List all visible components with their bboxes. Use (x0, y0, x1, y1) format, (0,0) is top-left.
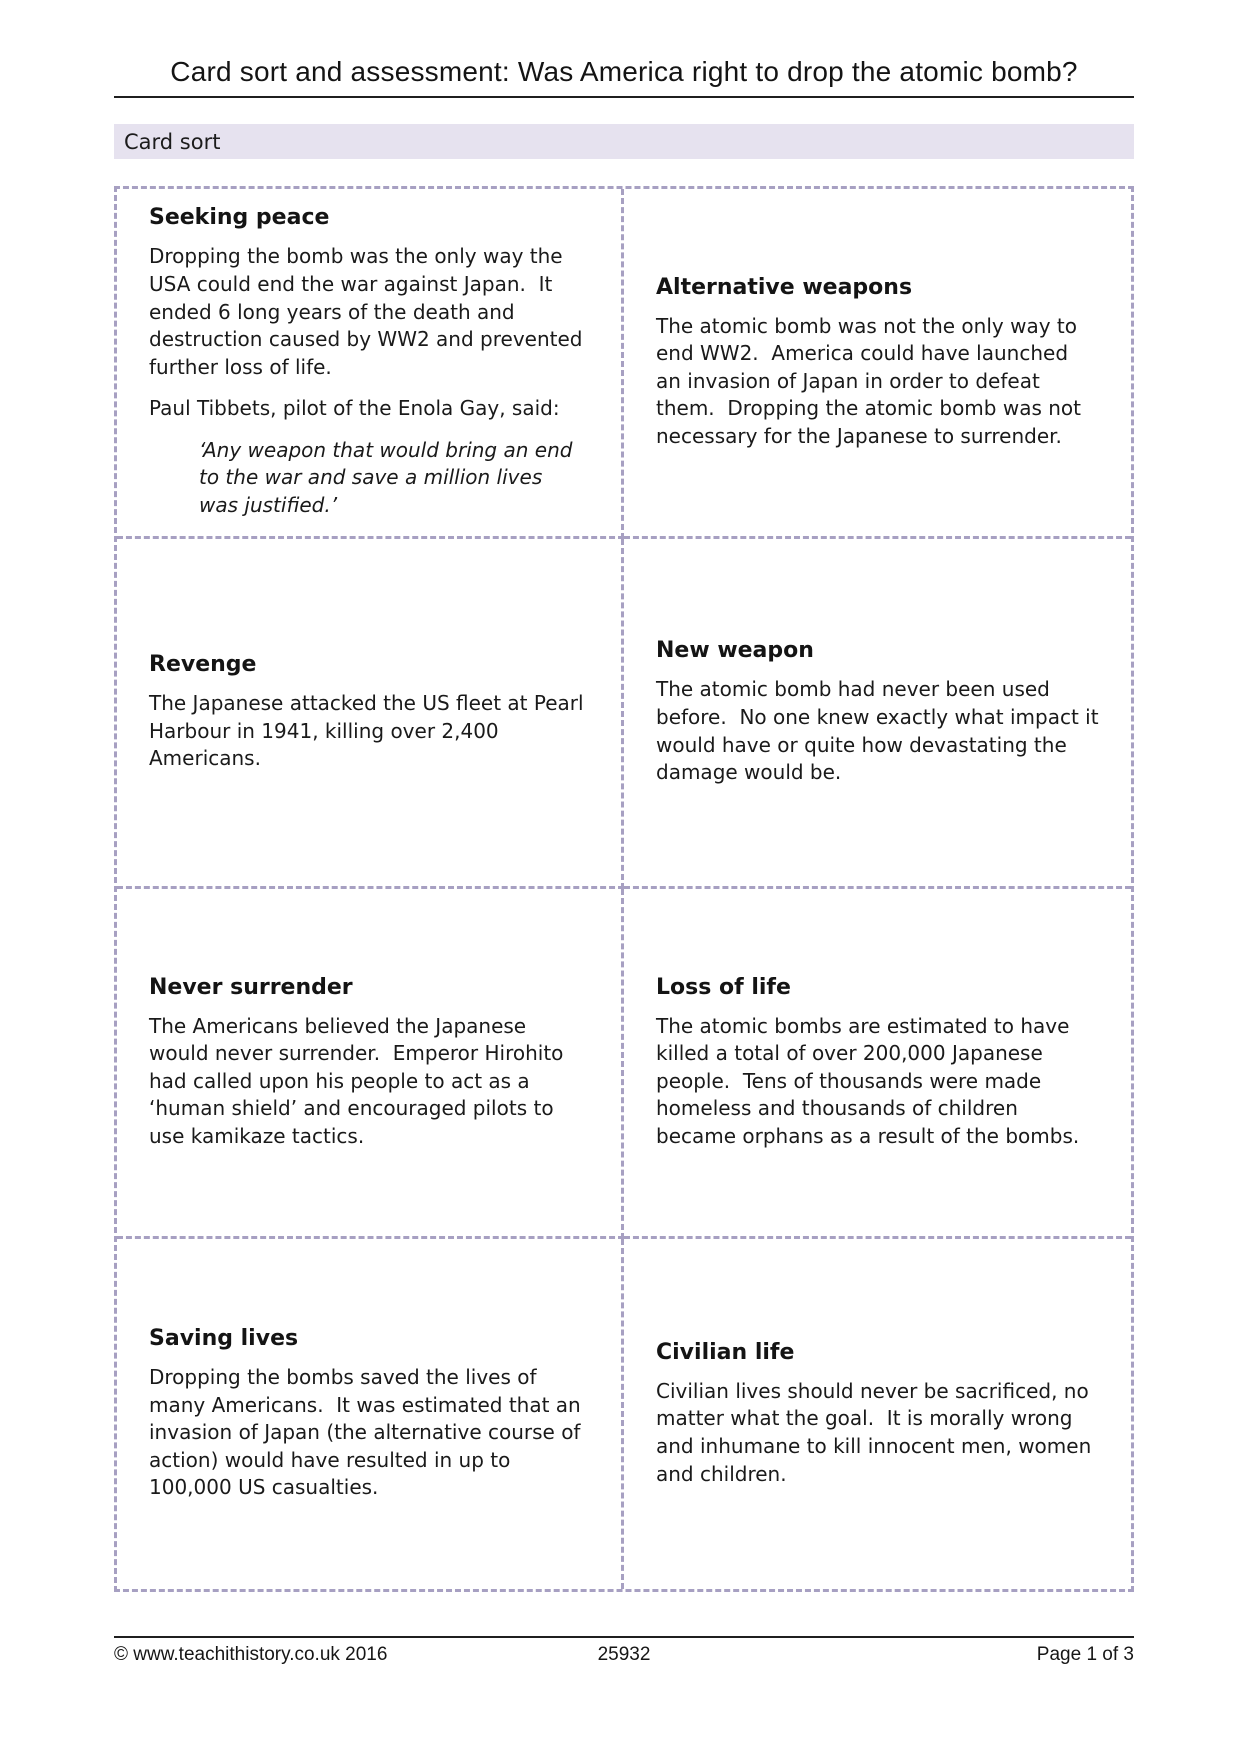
card-title: Seeking peace (149, 205, 330, 231)
card-title: New weapon (656, 638, 814, 664)
card-title: Alternative weapons (656, 274, 913, 300)
card-paragraph: Dropping the bomb was the only way the USA could end the war against Japan. It ended 6 long years of the death and destruction caused by WW2 and prevented further loss of life. (149, 244, 589, 379)
card-title: Never surrender (149, 974, 353, 1000)
card-revenge (117, 539, 624, 889)
section-header-card-sort (114, 124, 1134, 159)
page-content (114, 0, 1134, 1666)
document-header (114, 0, 1134, 98)
card-loss-of-life (624, 889, 1131, 1239)
card-title: Civilian life (656, 1339, 795, 1365)
footer-document-id: 25932 (597, 1644, 651, 1665)
card-saving-lives (117, 1239, 624, 1589)
card-alternative-weapons (624, 189, 1131, 539)
footer-page-number: Page 1 of 3 (1036, 1644, 1134, 1665)
card-never-surrender (117, 889, 624, 1239)
card-civilian-life (624, 1239, 1131, 1589)
card-quote: ‘Any weapon that would bring an end to the war and save a million lives was justified.’ (199, 437, 579, 518)
card-seeking-peace (117, 189, 624, 539)
card-paragraph: The atomic bomb had never been used before. No one knew exactly what impact it would have or quite how devastating the damage would be. (656, 677, 1105, 785)
card-paragraph: The atomic bombs are estimated to have killed a total of over 200,000 Japanese people. Tens of thousands were made homeless and thousands of children became orphans as a result of the bombs. (656, 1013, 1080, 1148)
card-title: Saving lives (149, 1326, 299, 1352)
card-title: Loss of life (656, 974, 791, 1000)
card-paragraph: The Americans believed the Japanese would never surrender. Emperor Hirohito had called upon his people to act as a ‘human shield’ and encouraged pilots to use kamikaze tactics. (149, 1013, 570, 1148)
card-sort-grid (114, 186, 1134, 1592)
card-paragraph: The atomic bomb was not the only way to end WW2. America could have launched an invasion of Japan in order to defeat them. Dropping the atomic bomb was not necessary for the Japanese to surrender. (656, 313, 1088, 448)
footer-copyright: © www.teachithistory.co.uk 2016 (114, 1644, 388, 1665)
card-paragraph: Civilian lives should never be sacrificed, no matter what the goal. It is morally wrong and inhumane to kill innocent men, women and children. (656, 1378, 1098, 1486)
page-title: Card sort and assessment: Was America right to drop the atomic bomb? (170, 56, 1078, 87)
card-paragraph: Paul Tibbets, pilot of the Enola Gay, said: (149, 396, 560, 421)
card-title: Revenge (149, 652, 257, 678)
card-new-weapon (624, 539, 1131, 889)
card-paragraph: Dropping the bombs saved the lives of many Americans. It was estimated that an invasion of Japan (the alternative course of action) would have resulted in up to 100,000 US casualties. (149, 1365, 588, 1500)
section-label: Card sort (124, 129, 221, 154)
page-footer (114, 1636, 1134, 1666)
card-paragraph: The Japanese attacked the US fleet at Pearl Harbour in 1941, killing over 2,400 Americans. (149, 691, 590, 771)
